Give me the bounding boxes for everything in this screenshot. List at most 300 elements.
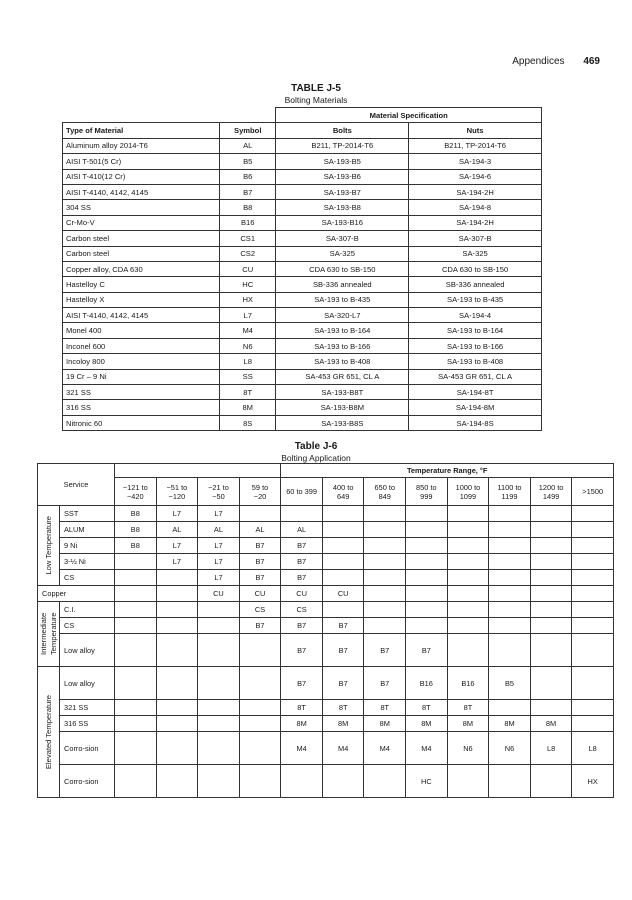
material-symbol-cell [406,570,448,586]
material-symbol-cell: L7 [156,554,198,570]
material-symbol-cell [572,554,614,570]
temperature-group-label [38,506,60,586]
temperature-column-header [239,478,281,506]
table-row [38,522,614,538]
symbol-cell: B8 [220,200,276,215]
bolts-cell: SA-193 to B-166 [276,338,409,353]
material-symbol-cell [115,732,157,765]
material-symbol-cell [364,570,406,586]
material-symbol-cell [156,586,198,602]
material-symbol-cell [322,554,364,570]
bolts-cell: SA-193-B8 [276,200,409,215]
material-cell: Hastelloy X [63,292,220,307]
service-cell: CS [60,618,115,634]
temperature-column-header [322,478,364,506]
nuts-cell: SA-194-4 [409,308,542,323]
nuts-cell: SA-453 GR 651, CL A [409,369,542,384]
material-symbol-cell: B8 [115,522,157,538]
material-symbol-cell: 8M [322,716,364,732]
nuts-cell: SA-193 to B-166 [409,338,542,353]
material-symbol-cell [239,732,281,765]
nuts-cell: SA-307-B [409,231,542,246]
table-row [38,634,614,667]
material-symbol-cell: CU [281,586,323,602]
material-symbol-cell [198,618,240,634]
service-cell: 3-½ Ni [60,554,115,570]
material-symbol-cell: HX [572,765,614,798]
material-symbol-cell [364,765,406,798]
material-symbol-cell: B7 [239,570,281,586]
table-row [38,700,614,716]
symbol-cell: L8 [220,354,276,369]
material-symbol-cell [406,538,448,554]
material-symbol-cell: M4 [406,732,448,765]
material-symbol-cell [322,602,364,618]
temp-to: 649 [337,491,350,501]
material-symbol-cell [322,765,364,798]
material-symbol-cell [115,634,157,667]
nuts-cell: SA-325 [409,246,542,261]
material-symbol-cell: M4 [281,732,323,765]
material-symbol-cell [281,506,323,522]
material-symbol-cell [364,554,406,570]
table-row [63,231,542,246]
material-symbol-cell [281,765,323,798]
table-j5-caption [0,83,632,105]
material-symbol-cell: B7 [322,667,364,700]
material-symbol-cell: 8M [530,716,572,732]
nuts-cell: SA-193 to B-408 [409,354,542,369]
material-symbol-cell [322,506,364,522]
material-symbol-cell [406,554,448,570]
material-symbol-cell: B7 [239,538,281,554]
bolts-cell: SA-193-B8M [276,400,409,415]
service-cell: C.I. [60,602,115,618]
bolts-cell: SA-453 GR 651, CL A [276,369,409,384]
service-cell: 316 SS [60,716,115,732]
material-symbol-cell [406,506,448,522]
table-row [38,506,614,522]
material-cell: Carbon steel [63,231,220,246]
temperature-column-header [364,478,406,506]
material-symbol-cell: L7 [198,538,240,554]
bolts-cell: B211, TP-2014-T6 [276,138,409,153]
material-symbol-cell: L7 [198,570,240,586]
material-symbol-cell [115,667,157,700]
material-cell: 304 SS [63,200,220,215]
material-symbol-cell [447,570,489,586]
material-symbol-cell [572,634,614,667]
temperature-group-label [38,667,60,798]
material-symbol-cell [115,765,157,798]
bolts-cell: SA-320-L7 [276,308,409,323]
table-row [63,338,542,353]
service-cell: SST [60,506,115,522]
nuts-cell: B211, TP-2014-T6 [409,138,542,153]
material-symbol-cell: N6 [447,732,489,765]
temp-from: 650 to [374,482,396,492]
material-symbol-cell [489,506,531,522]
temp-from: 60 to 399 [286,487,318,496]
material-symbol-cell: L8 [572,732,614,765]
material-symbol-cell [530,618,572,634]
material-symbol-cell: 8M [447,716,489,732]
table-row [63,200,542,215]
temp-to: 1499 [542,491,560,501]
table-j6-title: Table J-6 [294,441,338,452]
material-symbol-cell [115,586,157,602]
col-bolts-header: Bolts [276,123,409,138]
nuts-cell: SA-193 to B-435 [409,292,542,307]
material-symbol-cell [489,538,531,554]
material-symbol-cell [156,700,198,716]
material-symbol-cell: N6 [489,732,531,765]
material-symbol-cell [198,765,240,798]
table-row [38,570,614,586]
bolting-materials-table [62,107,542,431]
material-symbol-cell [322,522,364,538]
table-row [63,246,542,261]
material-symbol-cell [364,602,406,618]
material-symbol-cell [489,570,531,586]
material-symbol-cell [322,538,364,554]
table-row [38,554,614,570]
material-symbol-cell [530,586,572,602]
temperature-column-header [447,478,489,506]
material-symbol-cell: B5 [489,667,531,700]
service-cell: Low alloy [60,667,115,700]
temperature-column-header [530,478,572,506]
nuts-cell: SA-194-2H [409,184,542,199]
material-symbol-cell [115,618,157,634]
temp-from: −51 to [166,482,188,492]
table-row [38,716,614,732]
material-symbol-cell [447,586,489,602]
bolts-cell: CDA 630 to SB-150 [276,261,409,276]
page-number: 469 [583,56,600,67]
material-symbol-cell [447,506,489,522]
temperature-column-header [489,478,531,506]
material-symbol-cell: AL [239,522,281,538]
temperature-range-header: Temperature Range, °F [281,464,614,478]
material-symbol-cell [572,586,614,602]
temp-to: 999 [420,491,433,501]
running-header [0,56,600,67]
material-symbol-cell: 8M [281,716,323,732]
table-j6-subtitle: Bolting Application [281,453,351,463]
material-symbol-cell: CU [198,586,240,602]
material-cell: Carbon steel [63,246,220,261]
symbol-cell: AL [220,138,276,153]
table-j5-title: TABLE J-5 [291,83,341,94]
material-symbol-cell: AL [281,522,323,538]
spec-header: Material Specification [276,108,542,123]
material-cell: Hastelloy C [63,277,220,292]
table-row [63,415,542,430]
material-cell: AISI T-4140, 4142, 4145 [63,308,220,323]
material-cell: Incoloy 800 [63,354,220,369]
material-symbol-cell: B7 [364,667,406,700]
nuts-cell: SA-194-8 [409,200,542,215]
temp-to: −20 [253,491,267,501]
material-symbol-cell [530,570,572,586]
nuts-cell: SA-193 to B-164 [409,323,542,338]
service-cell: Corro-sion [60,732,115,765]
material-symbol-cell: 8T [447,700,489,716]
material-symbol-cell [198,700,240,716]
material-symbol-cell: B7 [281,570,323,586]
material-symbol-cell [239,700,281,716]
table-row [63,354,542,369]
material-symbol-cell: 8T [364,700,406,716]
bolting-application-table [37,463,614,798]
group-label-text: Intermediate Temperature [38,612,58,656]
blank-header-cell [63,108,276,123]
table-row [63,323,542,338]
material-symbol-cell [239,506,281,522]
bolts-cell: SA-193-B5 [276,154,409,169]
material-symbol-cell: 8M [364,716,406,732]
service-cell: Low alloy [60,634,115,667]
table-row [38,586,614,602]
service-cell: Corro-sion [60,765,115,798]
material-symbol-cell [156,716,198,732]
material-symbol-cell [115,570,157,586]
material-symbol-cell [447,602,489,618]
table-row [63,184,542,199]
material-symbol-cell [572,618,614,634]
nuts-cell: SA-194-8M [409,400,542,415]
nuts-cell: SA-194-6 [409,169,542,184]
symbol-cell: CS2 [220,246,276,261]
material-cell: Cr-Mo-V [63,215,220,230]
material-symbol-cell: L7 [198,506,240,522]
material-symbol-cell [530,538,572,554]
material-symbol-cell [406,522,448,538]
service-cell: 9 Ni [60,538,115,554]
material-cell: Inconel 600 [63,338,220,353]
material-symbol-cell [572,716,614,732]
table-row [63,154,542,169]
material-symbol-cell: B16 [447,667,489,700]
material-symbol-cell: B7 [281,667,323,700]
material-symbol-cell [364,522,406,538]
temperature-column-header [156,478,198,506]
material-symbol-cell: 8T [322,700,364,716]
material-symbol-cell: B7 [322,618,364,634]
nuts-cell: SA-194-3 [409,154,542,169]
bolts-cell: SA-325 [276,246,409,261]
material-cell: Nitronic 60 [63,415,220,430]
symbol-cell: CS1 [220,231,276,246]
col-nuts-header: Nuts [409,123,542,138]
material-symbol-cell: B8 [115,506,157,522]
material-symbol-cell: 8M [406,716,448,732]
table-row [38,732,614,765]
symbol-cell: B16 [220,215,276,230]
symbol-cell: B6 [220,169,276,184]
material-symbol-cell: L7 [156,538,198,554]
material-symbol-cell: M4 [364,732,406,765]
material-symbol-cell [364,538,406,554]
material-symbol-cell [572,522,614,538]
bolts-cell: SA-307-B [276,231,409,246]
material-symbol-cell: B7 [281,554,323,570]
material-symbol-cell [489,602,531,618]
material-cell: Monel 400 [63,323,220,338]
temp-to: −120 [168,491,186,501]
material-cell: AISI T-501(5 Cr) [63,154,220,169]
table-row [63,369,542,384]
material-symbol-cell [489,700,531,716]
material-symbol-cell [530,667,572,700]
table-row [63,138,542,153]
temp-to: −50 [212,491,225,501]
material-symbol-cell [198,732,240,765]
service-cell: ALUM [60,522,115,538]
temperature-column-header [572,478,614,506]
symbol-cell: HC [220,277,276,292]
material-cell: AISI T-410(12 Cr) [63,169,220,184]
table-row [63,169,542,184]
symbol-cell: B5 [220,154,276,169]
material-symbol-cell [489,586,531,602]
material-symbol-cell [530,506,572,522]
material-symbol-cell [447,634,489,667]
material-symbol-cell [115,716,157,732]
material-symbol-cell: B7 [364,634,406,667]
bolts-cell: SA-193-B8T [276,385,409,400]
material-symbol-cell [406,602,448,618]
material-symbol-cell [198,667,240,700]
table-row [38,602,614,618]
col-type-header: Type of Material [63,123,220,138]
nuts-cell: SA-194-2H [409,215,542,230]
material-symbol-cell [447,554,489,570]
material-symbol-cell [156,634,198,667]
temp-from: 1000 to [455,482,481,492]
bolts-cell: SA-193 to B-408 [276,354,409,369]
material-symbol-cell: B7 [281,618,323,634]
material-symbol-cell: B7 [406,634,448,667]
temperature-column-header [198,478,240,506]
material-symbol-cell: B7 [239,618,281,634]
material-symbol-cell [572,667,614,700]
table-row [38,618,614,634]
material-symbol-cell [156,732,198,765]
material-symbol-cell [115,700,157,716]
material-symbol-cell [198,634,240,667]
material-symbol-cell [156,618,198,634]
material-symbol-cell [572,700,614,716]
material-symbol-cell [530,700,572,716]
section-name: Appendices [512,56,565,67]
material-symbol-cell [572,538,614,554]
table-j5-subtitle: Bolting Materials [284,95,348,105]
temp-from: 400 to [332,482,354,492]
bolts-cell: SA-193 to B-435 [276,292,409,307]
material-symbol-cell [115,554,157,570]
temp-to: 849 [378,491,391,501]
bolts-cell: SA-193-B7 [276,184,409,199]
material-symbol-cell: B7 [281,538,323,554]
material-symbol-cell [198,602,240,618]
material-symbol-cell: CS [281,602,323,618]
temperature-column-header [115,478,157,506]
material-symbol-cell [530,765,572,798]
material-symbol-cell [489,618,531,634]
material-symbol-cell: AL [198,522,240,538]
material-symbol-cell [239,765,281,798]
temp-from: 850 to [416,482,437,492]
material-symbol-cell [572,570,614,586]
material-symbol-cell [156,765,198,798]
material-symbol-cell [322,570,364,586]
material-symbol-cell: CS [239,602,281,618]
material-symbol-cell [364,618,406,634]
nuts-cell: SA-194-8T [409,385,542,400]
material-symbol-cell [447,618,489,634]
temp-to: 1199 [501,491,518,501]
material-cell: 316 SS [63,400,220,415]
material-symbol-cell: 8M [489,716,531,732]
material-symbol-cell: CU [322,586,364,602]
temperature-group-label [38,602,60,667]
temperature-column-header [406,478,448,506]
bolts-cell: SA-193 to B-164 [276,323,409,338]
symbol-cell: B7 [220,184,276,199]
table-row [63,292,542,307]
material-symbol-cell [406,586,448,602]
symbol-cell: SS [220,369,276,384]
material-symbol-cell [239,634,281,667]
blank-range-cell [115,464,281,478]
symbol-cell: 8T [220,385,276,400]
material-symbol-cell [115,602,157,618]
group-label-text: Elevated Temperature [43,694,53,770]
symbol-cell: N6 [220,338,276,353]
temp-from: 59 to [251,482,269,492]
group-label-text: Low Temperature [43,516,53,575]
material-symbol-cell [489,634,531,667]
material-symbol-cell [239,667,281,700]
temp-from: −21 to [208,482,229,492]
material-symbol-cell: B16 [406,667,448,700]
material-symbol-cell: HC [406,765,448,798]
bolts-cell: SB-336 annealed [276,277,409,292]
nuts-cell: SB-336 annealed [409,277,542,292]
symbol-cell: M4 [220,323,276,338]
col-symbol-header: Symbol [220,123,276,138]
table-row [63,215,542,230]
material-cell: 321 SS [63,385,220,400]
material-symbol-cell: B7 [322,634,364,667]
temp-from: 1200 to [538,482,564,492]
symbol-cell: 8S [220,415,276,430]
table-row [63,308,542,323]
symbol-cell: CU [220,261,276,276]
material-symbol-cell [406,618,448,634]
material-symbol-cell: 8T [406,700,448,716]
nuts-cell: SA-194-8S [409,415,542,430]
bolts-cell: SA-193-B8S [276,415,409,430]
material-symbol-cell: L8 [530,732,572,765]
material-symbol-cell [530,634,572,667]
bolts-cell: SA-193-B16 [276,215,409,230]
material-symbol-cell [239,716,281,732]
material-symbol-cell [447,765,489,798]
table-row [63,277,542,292]
